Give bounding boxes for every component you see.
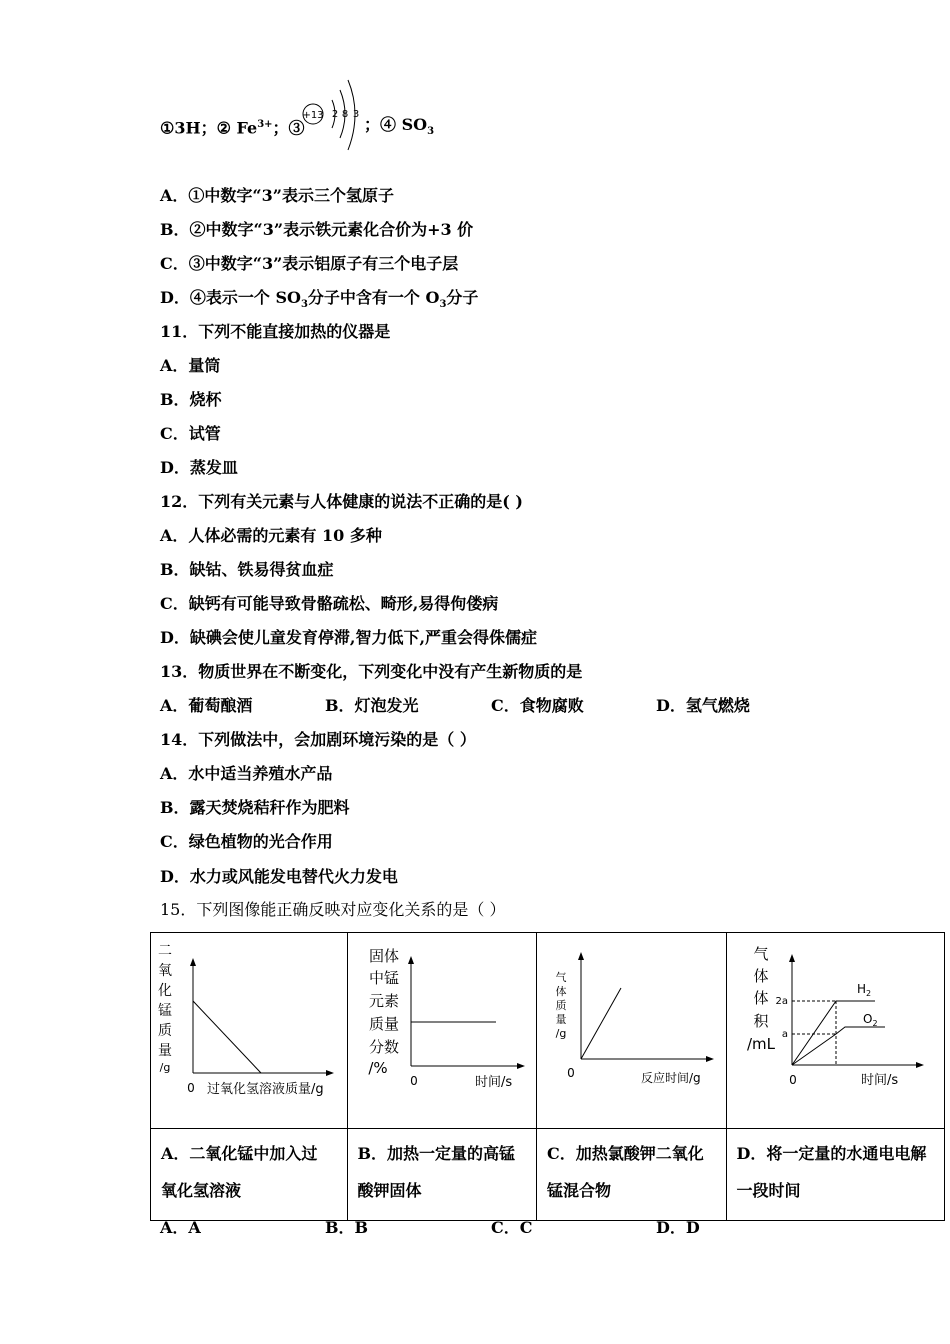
q15-graph-table [150,932,945,1221]
q10-option-d-sub2: 3 [439,299,447,311]
graph-d-tick-a: a [781,1029,788,1040]
graph-d-o2-line [792,1027,885,1065]
q13-stem: 13．物质世界在不断变化，下列变化中没有产生新物质的是 [160,662,583,681]
graph-a-data-line [193,1001,261,1073]
svg-text:气: 气 [752,945,769,963]
svg-text:分数: 分数 [368,1038,399,1056]
svg-text:量: 量 [555,1013,567,1026]
graph-d-ylabel [746,945,775,1053]
graph-cell-d [726,933,945,1129]
q10-option-a: A．①中数字“3”表示三个氢原子 [160,186,394,205]
q11-option-a: A．量筒 [160,356,221,375]
caption-a: A．二氧化锰中加入过 氧化氢溶液 [151,1129,348,1221]
so3-subscript: 3 [427,126,435,138]
svg-text:体: 体 [555,985,567,998]
shell-1-electrons: 2 [331,109,339,120]
graph-d-h2-line [792,1001,875,1065]
q10-option-d-mid: 分子中含有一个 O [307,288,440,307]
graph-d-o2-label: $O_2$ [862,1012,878,1028]
svg-text:气: 气 [555,971,567,984]
q12-option-c: C．缺钙有可能导致骨骼疏松、畸形,易得佝偻病 [160,594,499,613]
q10-stem [160,115,305,138]
graph-d [727,933,944,1128]
graph-c-ylabel [556,970,567,1040]
svg-text:体: 体 [752,967,769,985]
atom-nucleus-charge: +13 [302,110,324,121]
q10-option-b: B．②中数字“3”表示铁元素化合价为+3 价 [160,220,474,239]
svg-text:积: 积 [752,1012,769,1030]
shell-2-electrons: 8 [341,109,349,120]
q13-option-c: C．食物腐败 [491,696,584,715]
shell-3-electrons: 3 [352,109,360,120]
q12-option-d: D．缺碘会使儿童发育停滞,智力低下,严重会得侏儒症 [160,628,538,647]
q14-option-b: B．露天焚烧秸秆作为肥料 [160,798,350,817]
q11-stem: 11．下列不能直接加热的仪器是 [160,322,391,341]
q14-option-d: D．水力或风能发电替代火力发电 [160,867,398,886]
svg-text:中锰: 中锰 [368,969,399,987]
q10-option-d [160,288,478,315]
svg-text:化: 化 [158,983,172,999]
graph-cell-b [347,933,537,1129]
graph-b-xlabel: 时间/s [474,1075,512,1090]
q10-option-d-pre: D．④表示一个 SO [160,288,301,307]
svg-text:/g: /g [555,1027,567,1040]
q14-option-c: C．绿色植物的光合作用 [160,832,333,851]
svg-text:质: 质 [158,1023,172,1039]
graph-a-origin: 0 [187,1081,195,1095]
q12-option-a: A．人体必需的元素有 10 多种 [160,526,382,545]
graph-d-xlabel: 时间/s [860,1073,898,1088]
svg-text:固体: 固体 [368,947,399,965]
svg-text:量: 量 [158,1043,172,1059]
q10-option-d-post: 分子 [446,288,479,307]
graph-cell-a [151,933,348,1129]
q11-option-d: D．蒸发皿 [160,458,238,477]
graph-c-xlabel: 反应时间/g [641,1071,701,1085]
svg-text:/g: /g [159,1061,171,1074]
aluminum-atom-diagram [296,74,366,154]
q10-stem-part1: ①3H；② Fe [160,118,258,138]
q10-stem-tail [364,115,434,142]
svg-text:质量: 质量 [368,1015,399,1033]
graph-c-data-line [581,988,621,1059]
graph-b-origin: 0 [409,1074,418,1088]
svg-text:氧: 氧 [158,963,172,979]
svg-text:质: 质 [555,999,567,1012]
q12-option-b: B．缺钴、铁易得贫血症 [160,560,334,579]
svg-text:二: 二 [158,943,172,959]
svg-text:/%: /% [367,1059,388,1077]
graph-a-ylabel [158,943,172,1074]
graph-cell-c [537,933,727,1129]
svg-text:元素: 元素 [368,992,399,1010]
caption-d: D．将一定量的水通电电解 一段时间 [726,1129,945,1221]
q14-stem: 14．下列做法中，会加剧环境污染的是（ ） [160,730,476,749]
q11-option-b: B．烧杯 [160,390,222,409]
q13-option-b: B．灯泡发光 [325,696,419,715]
q11-option-c: C．试管 [160,424,221,443]
graph-b [348,933,536,1128]
q10-stem-part2: ；③ [272,118,305,138]
q15-option-d: D．D [656,1218,700,1237]
q10-option-c: C．③中数字“3”表示铝原子有三个电子层 [160,254,459,273]
graph-a [151,933,346,1128]
q15-option-a: A．A [160,1218,201,1237]
q15-stem: 15．下列图像能正确反映对应变化关系的是（ ） [160,900,506,919]
q13-option-d: D．氢气燃烧 [656,696,750,715]
q15-option-c: C．C [491,1218,533,1237]
q10-stem-part3: ；④ SO [364,115,428,134]
q13-option-a: A．葡萄酿酒 [160,696,253,715]
fe-charge: 3+ [257,119,273,130]
graph-b-ylabel [368,947,399,1077]
graph-d-origin: 0 [788,1073,797,1087]
graph-d-h2-label: $H_2$ [856,982,871,998]
caption-c: C．加热氯酸钾二氧化 锰混合物 [537,1129,727,1221]
graph-a-xlabel: 过氧化氢溶液质量/g [207,1082,324,1097]
graph-c-origin: 0 [567,1066,575,1080]
caption-b: B．加热一定量的高锰 酸钾固体 [347,1129,537,1221]
svg-text:锰: 锰 [158,1003,172,1019]
q10-option-d-sub1: 3 [300,299,308,311]
svg-text:体: 体 [752,989,769,1007]
graph-c [537,933,725,1128]
q12-stem: 12．下列有关元素与人体健康的说法不正确的是( ) [160,492,523,511]
q14-option-a: A．水中适当养殖水产品 [160,764,333,783]
svg-text:/mL: /mL [746,1035,775,1053]
graph-d-tick-2a: 2a [775,996,788,1007]
q15-option-b: B．B [325,1218,369,1237]
